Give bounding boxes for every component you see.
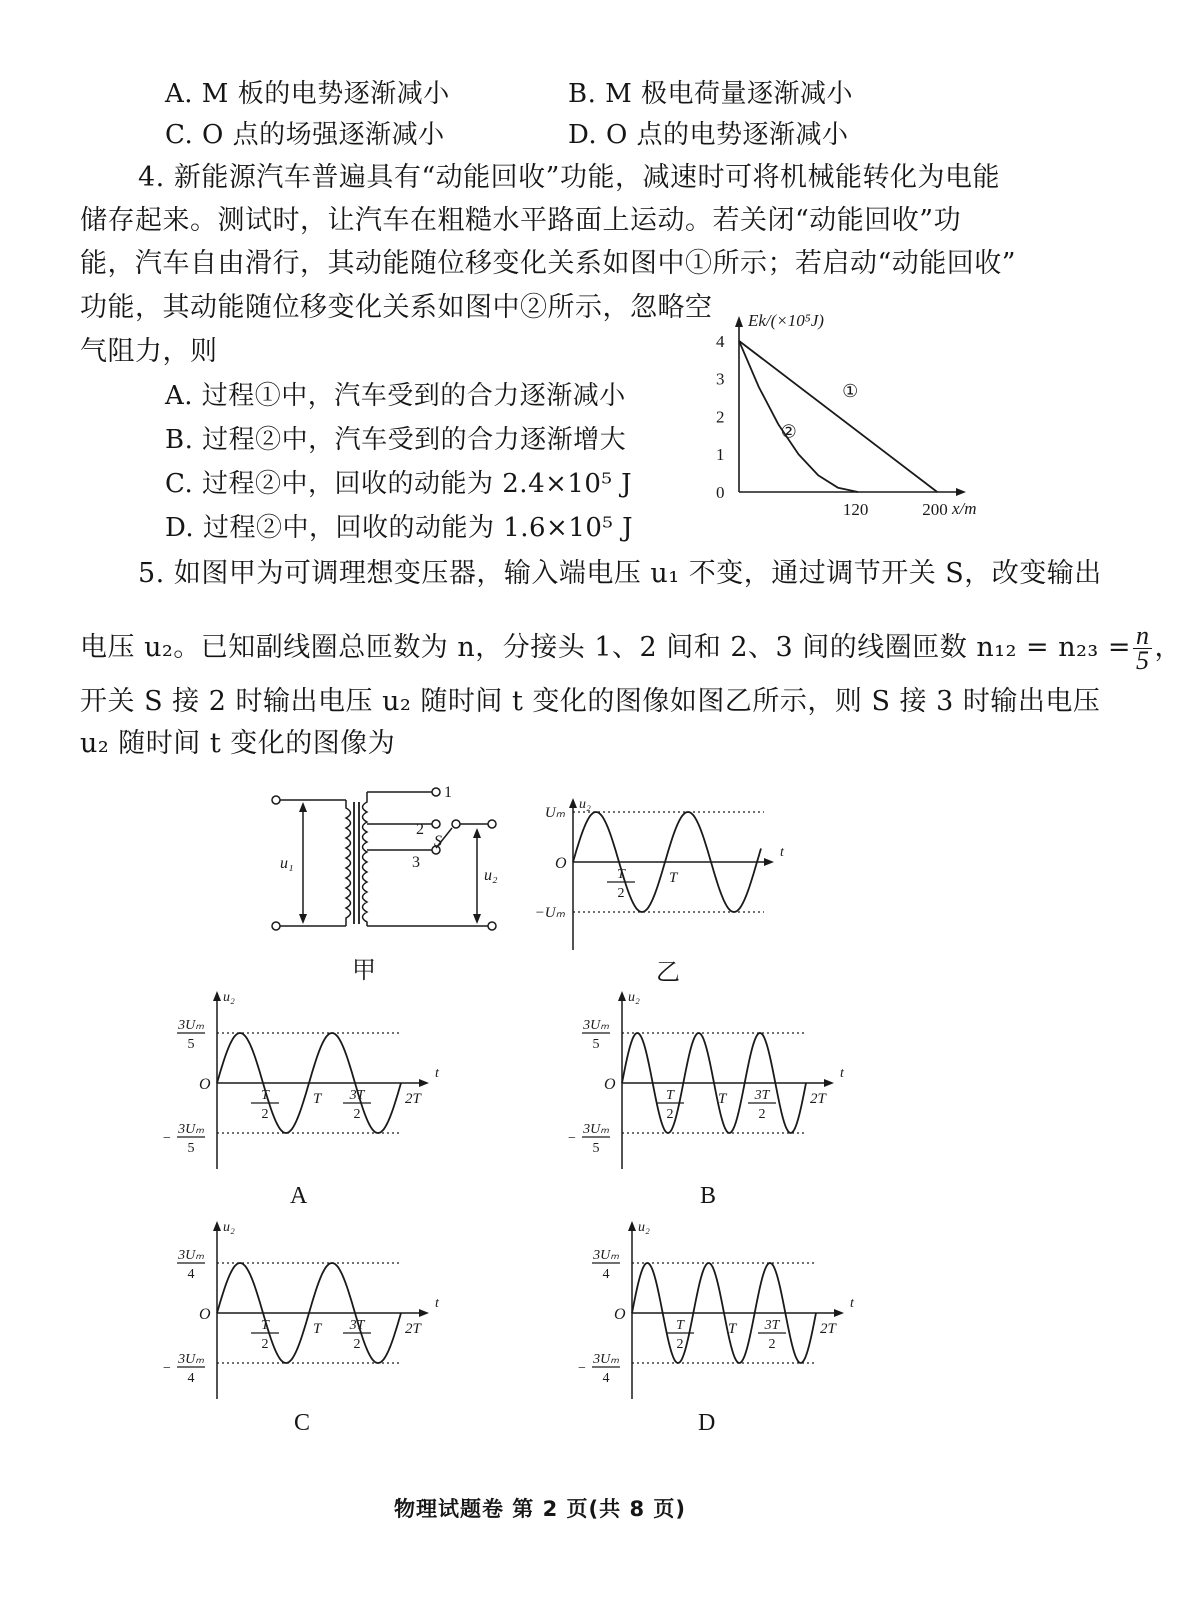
waveform-d <box>580 1213 880 1403</box>
ek-x-chart <box>700 300 1000 530</box>
minus-sign: − <box>568 1131 576 1146</box>
frac-numerator: 3T <box>349 1088 365 1103</box>
u2-axis-label: u₂ <box>628 990 640 1005</box>
caption-jia: 甲 <box>352 958 376 984</box>
series-1-label: ① <box>842 381 859 402</box>
amp-neg-label <box>568 1122 610 1156</box>
frac-numerator: T <box>261 1318 269 1333</box>
q5-stem-line1: 5. 如图甲为可调理想变压器，输入端电压 u₁ 不变，通过调节开关 S，改变输出 <box>138 558 1102 589</box>
frac-numerator: T <box>261 1088 269 1103</box>
t-label: T <box>313 1321 322 1337</box>
u2-axis-label: u₂ <box>638 1220 650 1235</box>
q5-stem-line2a: 电压 u₂。已知副线圈总匝数为 n，分接头 1、2 间和 2、3 间的线圈匝数 n₁₂ = n₂₃ = <box>80 632 1131 663</box>
t-label: T <box>718 1091 727 1107</box>
frac-denominator: 5 <box>1133 648 1153 673</box>
t-arrow-icon <box>419 1079 429 1087</box>
waveform-yi <box>528 790 798 955</box>
frac-numerator: 3T <box>754 1088 770 1103</box>
t-axis-label: t <box>435 1066 439 1081</box>
frac-denominator: 4 <box>602 1267 610 1282</box>
t-2-label: 2T <box>405 1321 421 1337</box>
u-arrow-icon <box>569 798 577 808</box>
q3-option-d: D. O 点的电势逐渐减小 <box>568 120 849 150</box>
series-2-label: ② <box>780 421 797 443</box>
waveform-a <box>165 983 465 1173</box>
fraction-n-over-5 <box>1133 621 1153 675</box>
tap-label-2: 2 <box>416 821 424 838</box>
t-label: T <box>728 1321 737 1337</box>
t-3half-label <box>748 1088 776 1122</box>
frac-denominator: 2 <box>676 1337 684 1352</box>
t-axis-label: t <box>840 1066 844 1081</box>
t-arrow-icon <box>824 1079 834 1087</box>
frac-denominator: 2 <box>261 1107 269 1122</box>
frac-numerator: T <box>666 1088 674 1103</box>
x-tick-label: 120 <box>842 500 869 519</box>
caption-c: C <box>294 1410 311 1436</box>
u2-axis-label: u₂ <box>223 1220 235 1235</box>
output-terminal-top <box>488 820 496 828</box>
page-footer: 物理试题卷 第 2 页(共 8 页) <box>394 1497 686 1521</box>
origin-label: O <box>604 1076 616 1093</box>
input-terminal-top <box>272 796 280 804</box>
q4-option-a: A. 过程①中，汽车受到的合力逐渐减小 <box>165 381 626 411</box>
frac-denominator: 2 <box>353 1337 361 1352</box>
frac-numerator: T <box>676 1318 684 1333</box>
amp-neg-label: −Uₘ <box>534 905 565 921</box>
y-tick-label: 4 <box>716 331 725 351</box>
tap-label-1: 1 <box>444 784 452 801</box>
switch-pivot <box>452 820 460 828</box>
y-tick-label: 3 <box>716 369 725 389</box>
tap-1 <box>432 788 440 796</box>
output-terminal-bottom <box>488 922 496 930</box>
q4-option-b: B. 过程②中，汽车受到的合力逐渐增大 <box>165 425 627 455</box>
u2-axis-label: u₂ <box>223 990 235 1005</box>
origin-label: O <box>614 1306 626 1323</box>
minus-sign: − <box>163 1361 171 1376</box>
series-2-curve <box>739 341 858 492</box>
origin-label: O <box>555 855 567 872</box>
frac-denominator: 5 <box>187 1141 195 1156</box>
t-label: T <box>313 1091 322 1107</box>
tap-label-3: 3 <box>412 854 420 871</box>
frac-denominator: 2 <box>261 1337 269 1352</box>
frac-denominator: 2 <box>768 1337 776 1352</box>
q5-stem-line3: 开关 S 接 2 时输出电压 u₂ 随时间 t 变化的图像如图乙所示，则 S 接 3 时输出电压 <box>80 686 1101 717</box>
caption-yi: 乙 <box>656 960 680 986</box>
u1-label: u₁ <box>280 855 294 872</box>
q3-option-a: A. M 板的电势逐渐减小 <box>165 79 450 109</box>
q4-stem-line2: 储存起来。测试时，让汽车在粗糙水平路面上运动。若关闭“动能回收”功 <box>80 205 962 236</box>
t-3half-label <box>758 1318 786 1352</box>
q5-stem-line2 <box>80 622 1182 674</box>
frac-denominator: 5 <box>187 1037 195 1052</box>
amp-neg-label <box>163 1122 205 1156</box>
t-axis-label: t <box>850 1296 854 1311</box>
frac-numerator: 3Uₘ <box>178 1122 204 1137</box>
frac-denominator: 2 <box>758 1107 766 1122</box>
y-tick-label: 1 <box>716 445 725 465</box>
input-terminal-bottom <box>272 922 280 930</box>
x-tick-label: 200 <box>922 500 948 519</box>
frac-denominator: 2 <box>353 1107 361 1122</box>
primary-coil <box>346 800 351 926</box>
minus-sign: − <box>163 1131 171 1146</box>
t-arrow-icon <box>834 1309 844 1317</box>
t-2-label: 2T <box>405 1091 421 1107</box>
y-tick-label: 0 <box>716 483 725 502</box>
q4-option-d: D. 过程②中，回收的动能为 1.6×10⁵ J <box>165 513 634 543</box>
tap-2 <box>432 820 440 828</box>
u-arrow-icon <box>618 991 626 1001</box>
u-arrow-icon <box>628 1221 636 1231</box>
chart-y-label: Ek/(×10⁵J) <box>748 311 824 330</box>
y-tick-label: 2 <box>716 407 725 427</box>
t-arrow-icon <box>764 858 774 866</box>
arrow-down-icon <box>473 914 481 924</box>
t-arrow-icon <box>419 1309 429 1317</box>
chart-x-label: x/m <box>952 499 977 518</box>
waveform-b <box>570 983 870 1173</box>
frac-denominator: 2 <box>666 1107 674 1122</box>
frac-numerator: 3Uₘ <box>583 1122 609 1137</box>
t-label: T <box>669 870 678 886</box>
frac-numerator: 3Uₘ <box>178 1018 204 1033</box>
origin-label: O <box>199 1076 211 1093</box>
q4-stem-line3: 能，汽车自由滑行，其动能随位移变化关系如图中①所示；若启动“动能回收” <box>80 248 1017 279</box>
origin-label: O <box>199 1306 211 1323</box>
amp-pos-label <box>177 1248 205 1282</box>
waveform-c <box>165 1213 465 1403</box>
t-2-label: 2T <box>820 1321 836 1337</box>
frac-denominator: 4 <box>187 1267 195 1282</box>
q3-option-b: B. M 极电荷量逐渐减小 <box>568 79 854 109</box>
arrow-up-icon <box>473 828 481 838</box>
amp-neg-label <box>163 1352 205 1386</box>
frac-numerator: 3Uₘ <box>583 1018 609 1033</box>
q5-stem-line2b: ， <box>1154 632 1182 663</box>
frac-numerator: 3T <box>349 1318 365 1333</box>
u-arrow-icon <box>213 991 221 1001</box>
arrow-down-icon <box>299 914 307 924</box>
t-axis-label: t <box>435 1296 439 1311</box>
t-2-label: 2T <box>810 1091 826 1107</box>
amp-pos-label <box>592 1248 620 1282</box>
q4-stem-line5: 气阻力，则 <box>80 336 218 367</box>
q4-option-c: C. 过程②中，回收的动能为 2.4×10⁵ J <box>165 469 633 499</box>
caption-b: B <box>700 1183 717 1209</box>
frac-denominator: 5 <box>592 1037 600 1052</box>
frac-denominator: 4 <box>187 1371 195 1386</box>
amp-neg-label <box>578 1352 620 1386</box>
q3-option-c: C. O 点的场强逐渐减小 <box>165 120 445 150</box>
frac-numerator: T <box>617 867 625 882</box>
amp-pos-label <box>177 1018 205 1052</box>
x-arrow-icon <box>956 488 966 496</box>
arrow-up-icon <box>299 802 307 812</box>
frac-denominator: 4 <box>602 1371 610 1386</box>
frac-denominator: 5 <box>592 1141 600 1156</box>
secondary-coil <box>363 792 368 926</box>
frac-numerator: 3Uₘ <box>178 1352 204 1367</box>
transformer-diagram <box>262 776 522 946</box>
t-axis-label: t <box>780 845 784 860</box>
u-arrow-icon <box>213 1221 221 1231</box>
series-1-line <box>739 341 937 492</box>
minus-sign: − <box>578 1361 586 1376</box>
frac-numerator: 3Uₘ <box>178 1248 204 1263</box>
caption-a: A <box>290 1183 308 1209</box>
amp-pos-label: Uₘ <box>544 805 565 821</box>
frac-numerator: n <box>1135 621 1150 650</box>
caption-d: D <box>698 1410 716 1436</box>
u2-label: u₂ <box>484 867 498 884</box>
u2-axis-label: u₂ <box>579 797 591 812</box>
q4-stem-line1: 4. 新能源汽车普遍具有“动能回收”功能，减速时可将机械能转化为电能 <box>138 162 1000 193</box>
switch-label: S <box>434 833 442 850</box>
q4-stem-line4: 功能，其动能随位移变化关系如图中②所示，忽略空 <box>80 292 713 323</box>
q5-stem-line4: u₂ 随时间 t 变化的图像为 <box>80 728 396 759</box>
frac-numerator: 3Uₘ <box>593 1248 619 1263</box>
y-arrow-icon <box>735 316 743 327</box>
amp-pos-label <box>582 1018 610 1052</box>
frac-denominator: 2 <box>617 886 625 901</box>
frac-numerator: 3Uₘ <box>593 1352 619 1367</box>
frac-numerator: 3T <box>764 1318 780 1333</box>
